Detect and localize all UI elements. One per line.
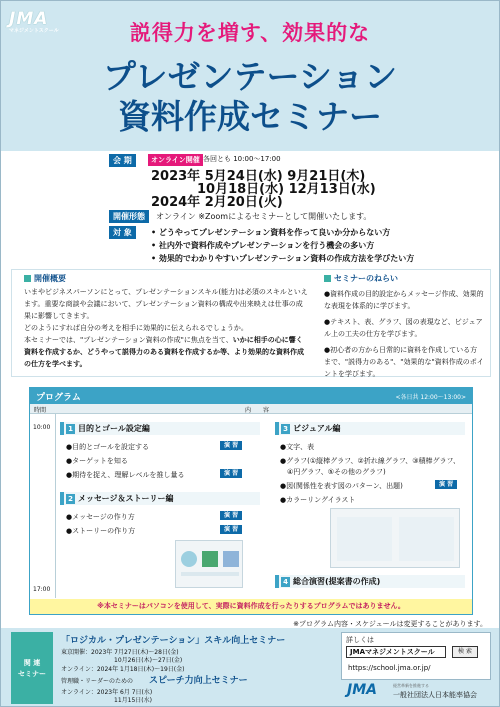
label-target: 対 象 [109,226,136,239]
header [1,1,499,151]
module-item: ●グラフ(①縦棒グラフ、②折れ線グラフ、③積棒グラフ、 [280,457,460,465]
sample-slide-image [175,540,243,588]
related-seminar-1-date: 10月26日(木)～27日(金) [114,657,183,664]
overview-p3-plain: 本セミナーでは、"プレゼンテーション資料の作成"に焦点を当て、 [24,336,233,344]
module-number: 2 [66,494,75,504]
module-2-title [60,492,260,505]
program-change-note: ※プログラム内容・スケジュールは変更することがあります。 [293,620,487,628]
module-item: ●カラーリングイラスト [280,496,356,504]
module-item: ●期待を捉え、理解レベルを推し量る [66,471,185,479]
target-item: • 社内外で資料作成やプレゼンテーションを行う機会の多い方 [151,241,375,250]
label-dates: 会 期 [109,154,136,167]
label-format: 開催形態 [109,210,149,223]
exercise-badge: 演 習 [220,525,242,534]
aims-heading-text: セミナーのねらい [334,274,398,283]
subtitle: 説得力を増す、効果的な [129,21,371,45]
program-section [29,387,473,615]
overview-p3-bold: いかに相手の心に響く資料を作成するか、どうやって説得力のある資料を作成するか等、より効果的な資料作成の仕方を学べます。 [24,336,304,368]
logo-subtext: マネジメントスクール [9,28,59,34]
module-title-text: ビジュアル編 [293,424,341,433]
related-seminar-1-date: オンライン：2024年 1月18日(木)～19日(金) [61,666,185,673]
related-label: 関 連 セミナー [18,659,46,678]
slide-text-line [181,572,239,576]
date-row-3: 2024年 2月20日(火) [151,195,283,210]
jma-footer-logo: JMA [347,682,377,698]
aims-heading [324,273,398,284]
module-number: 1 [66,424,75,434]
org-tagline: 経営革新を推進する [393,683,429,688]
related-seminar-2-date: 11月15日(水) [114,697,152,704]
slide-shape [202,551,218,567]
search-button[interactable]: 検 索 [452,646,478,658]
org-name: 一般社団法人日本能率協会 [393,691,477,699]
exercise-badge: 演 習 [220,441,242,450]
related-seminar-1-title: 「ロジカル・プレゼンテーション」スキル向上セミナー [61,636,286,646]
time-end: 17:00 [33,586,51,593]
module-4-title [275,575,465,588]
sample-chart-panel [399,517,454,561]
aim-item: ●資料作成の目的設定からメッセージ作成、効果的な表現を体系的に学びます。 [324,290,484,310]
overview-section [11,269,491,377]
program-title: プログラム [36,393,81,403]
module-item: ●文字、表 [280,443,315,451]
module-item: ●目的とゴールを設定する [66,443,149,451]
date-row-2: 10月18日(水) 12月13日(水) [197,182,376,197]
module-item: ④円グラフ、⑤その他のグラフ) [280,468,386,476]
overview-heading-text: 開催概要 [34,274,66,283]
details-search-box [341,632,491,680]
module-title-text: 総合演習(提案書の作成) [293,577,381,586]
module-number: 4 [281,577,290,587]
overview-heading [24,273,66,284]
program-header [30,388,472,404]
column-content: 内 容 [245,407,270,414]
slide-shape [223,551,239,567]
overview-p3 [24,334,309,370]
program-note: ※本セミナーはパソコンを使用して、実際に資料作成を行ったりするプログラムではありません。 [30,599,472,614]
module-title-text: メッセージ＆ストーリー編 [78,494,174,503]
target-item: • 効果的でわかりやすいプレゼンテーション資料の作成方法を学びたい方 [151,254,415,263]
exercise-badge: 演 習 [435,480,457,489]
overview-p1: いまやビジネスパーソンにとって、プレゼンテーションスキル(能力)は必須のスキルといえます。重要な商談や会議において、プレゼンテーション資料の構成や出来映えは仕事の成果に影響してきます。 [24,288,308,320]
time-note: 各回とも 10:00～17:00 [203,155,281,163]
module-item: ●ターゲットを知る [66,457,128,465]
related-seminar-2-prefix: 管理職・リーダーのための [61,678,134,685]
overview-p2: どのようにすれば自分の考えを相手に効果的に伝えられるでしょうか。 [24,324,248,332]
time-column [30,414,56,598]
details-label: 詳しくは [346,636,374,644]
target-item: • どうやってプレゼンテーション資料を作って良いか分からない方 [151,228,391,237]
related-seminars-footer [1,628,499,707]
square-bullet-icon [24,275,31,282]
exercise-badge: 演 習 [220,469,242,478]
title-line2: 資料作成セミナー [118,97,382,136]
logo-mark: JMA [9,9,49,29]
slide-shape [181,551,197,567]
date-row-1: 2023年 5月24日(水) 9月21日(木) [151,169,366,184]
related-seminar-2-title: スピーチ力向上セミナー [149,676,248,686]
online-badge: オンライン開催 [148,154,203,166]
module-title-text: 目的とゴール設定編 [78,424,150,433]
aims-list [324,288,484,384]
schedule-section [1,151,499,266]
module-item: ●メッセージの作り方 [66,513,135,521]
square-bullet-icon [324,275,331,282]
visual-sample-image [330,508,460,568]
aim-item: ●初心者の方から日常的に資料を作成している方まで、"説得力のある"、"効果的な"資料作成のポイントを学びます。 [324,346,484,378]
target-list [151,226,414,265]
module-item: ●ストーリーの作り方 [66,527,136,535]
related-label-box [11,632,53,704]
sample-chart-panel [337,517,392,561]
program-column-header [30,404,472,414]
related-seminar-1-date: 東京開催：2023年 7月27日(木)～28日(金) [61,649,179,656]
time-start: 10:00 [33,424,51,431]
search-input[interactable]: JMAマネジメントスクール [346,646,446,658]
exercise-badge: 演 習 [220,511,242,520]
school-url-link[interactable]: https://school.jma.or.jp/ [348,664,431,672]
format-text: オンライン ※Zoomによるセミナーとして開催いたします。 [156,212,372,221]
module-item: ●図(関係性を表す図のパターン、出題) [280,482,403,490]
related-seminar-2-date: オンライン：2023年 6月 7日(水) [61,689,153,696]
module-3-title [275,422,465,435]
program-lunch-time: <各日共 12:00～13:00> [395,394,466,401]
overview-text [24,286,309,370]
aim-item: ●テキスト、表、グラフ、図の表現など、ビジュアル上の工夫の仕方を学びます。 [324,318,483,338]
module-number: 3 [281,424,290,434]
title-line1: プレゼンテーション [102,57,398,96]
module-1-title [60,422,260,435]
column-time: 時間 [34,407,47,414]
